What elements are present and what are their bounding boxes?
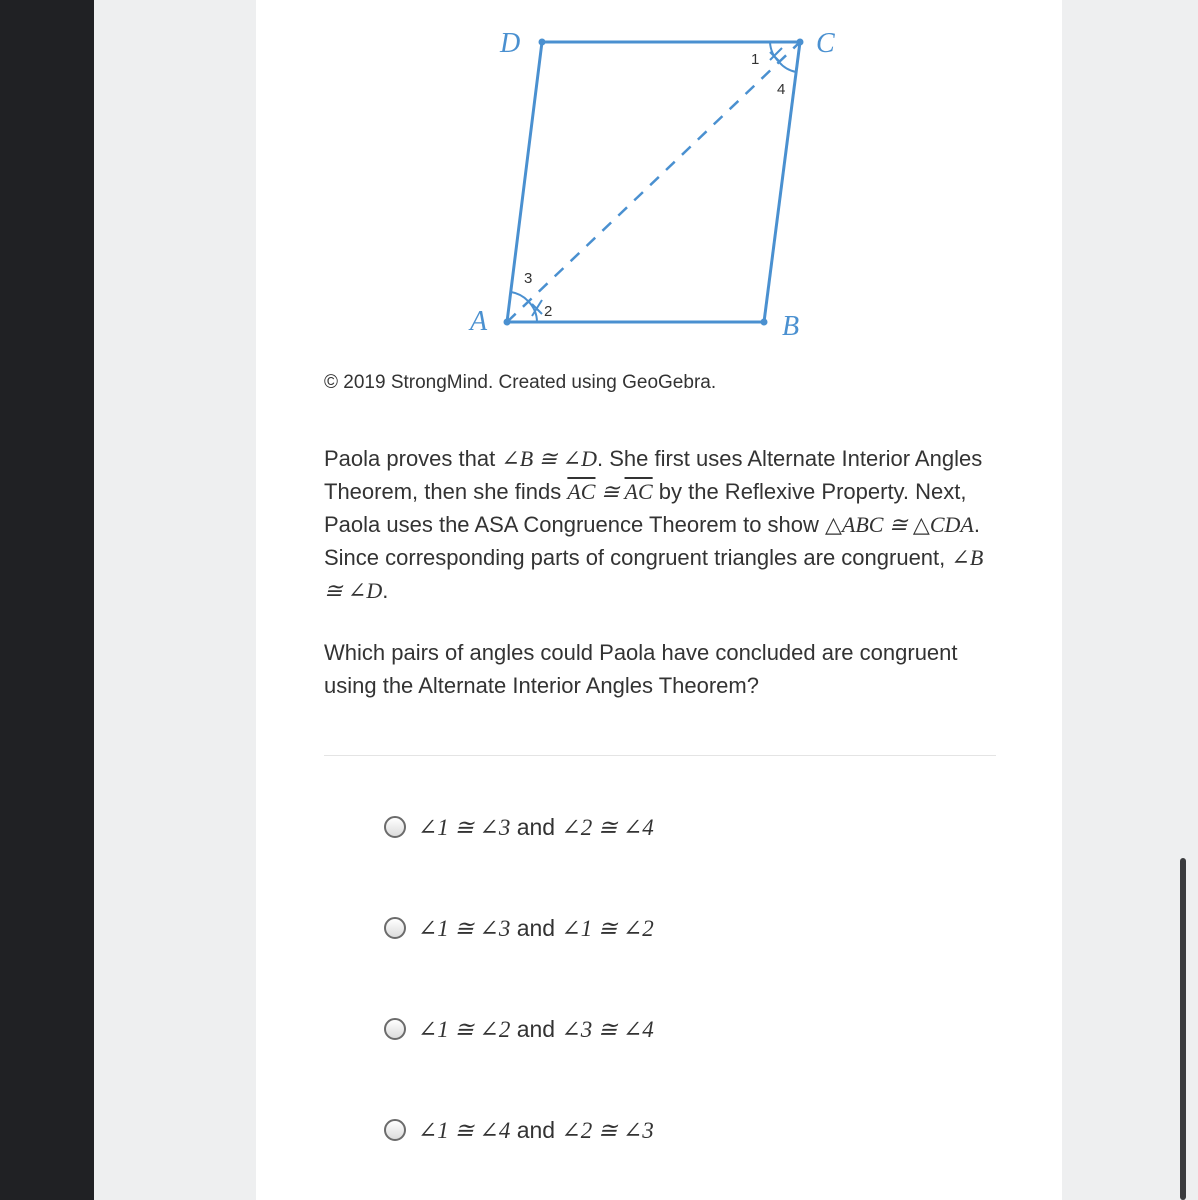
choice-right: ∠2 ≅ ∠4 (561, 814, 654, 840)
math-segment-ac-2: $\overline{AC}$ (624, 479, 653, 504)
choice-right: ∠2 ≅ ∠3 (561, 1117, 654, 1143)
answer-choice-4[interactable] (384, 1113, 654, 1147)
choice-left: ∠1 ≅ ∠3 (418, 814, 511, 840)
question-text: Which pairs of angles could Paola have concluded are congruent using the Alternate Interior Angles Theorem? (324, 640, 958, 698)
diagonal-ac (507, 42, 800, 322)
choice-left: ∠1 ≅ ∠3 (418, 915, 511, 941)
math-angle-b-d-2: ∠B ≅ ∠D (324, 545, 984, 603)
parallelogram-diagram (440, 20, 860, 350)
angle-label-3: 3 (524, 270, 533, 287)
angle-label-1: 1 (751, 51, 760, 68)
left-gutter (94, 0, 256, 1200)
point-c (797, 39, 804, 46)
scrollbar-thumb[interactable] (1180, 858, 1186, 1200)
image-credit: © 2019 StrongMind. Created using GeoGebra. (324, 372, 717, 393)
arc-angle-4 (779, 62, 796, 72)
answer-choice-1[interactable] (384, 810, 654, 844)
question-prompt (324, 442, 1004, 607)
radio-button[interactable] (384, 1018, 406, 1040)
math-segment-ac: $\overline{AC}$ (567, 479, 596, 504)
math-angle-b-d: ∠B ≅ ∠D (501, 446, 597, 471)
choice-left: ∠1 ≅ ∠4 (418, 1117, 511, 1143)
answer-choice-2[interactable] (384, 911, 654, 945)
tick-angle-1 (770, 52, 780, 62)
prompt-text-5: . (382, 578, 389, 603)
radio-button[interactable] (384, 816, 406, 838)
vertex-label-b: B (782, 311, 800, 342)
choice-and: and (510, 1015, 562, 1042)
radio-button[interactable] (384, 917, 406, 939)
math-triangles: △ABC ≅ △CDA (825, 512, 974, 537)
vertex-label-c: C (816, 28, 835, 59)
choice-and: and (510, 813, 562, 840)
math-congruent-sign: ≅ (595, 479, 625, 504)
angle-label-2: 2 (544, 303, 553, 320)
answer-choice-3[interactable] (384, 1012, 654, 1046)
prompt-text-2: . She first uses Alternate Interior Angles Theorem, then she finds (324, 446, 983, 504)
arc-angle-3 (511, 292, 528, 301)
vertex-label-a: A (470, 306, 488, 337)
divider (324, 755, 996, 756)
point-b (761, 319, 768, 326)
right-gutter (1062, 0, 1198, 1200)
vertex-label-d: D (500, 28, 521, 59)
angle-label-4: 4 (777, 81, 786, 98)
choice-and: and (510, 914, 562, 941)
point-d (539, 39, 546, 46)
choice-left: ∠1 ≅ ∠2 (418, 1016, 511, 1042)
point-a (504, 319, 511, 326)
dark-sidebar (0, 0, 94, 1200)
choice-right: ∠3 ≅ ∠4 (561, 1016, 654, 1042)
radio-button[interactable] (384, 1119, 406, 1141)
prompt-text-1: Paola proves that (324, 446, 502, 471)
prompt-text-4: . Since corresponding parts of congruent triangles are congruent, (324, 512, 980, 570)
prompt-text-3: by the Reflexive Property. Next, Paola uses the ASA Congruence Theorem to show (324, 479, 967, 537)
choice-right: ∠1 ≅ ∠2 (561, 915, 654, 941)
choice-and: and (510, 1116, 562, 1143)
